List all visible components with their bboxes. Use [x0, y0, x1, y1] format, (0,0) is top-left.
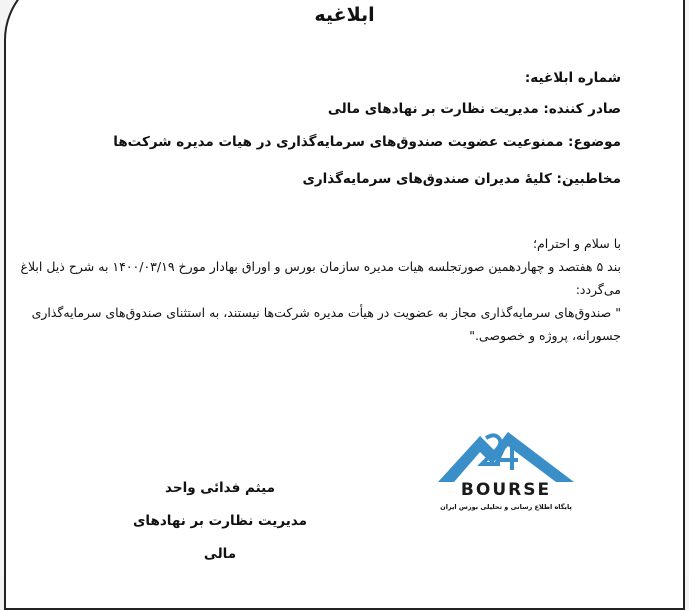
notice-number-label: شماره ابلاغیه: — [524, 70, 621, 86]
body-line-4: جسورانه، پروژه و خصوصی." — [469, 328, 621, 343]
subject-line: موضوع: ممنوعیت عضویت صندوق‌های سرمایه‌گذاری در هیات مدیره شرکت‌ها — [113, 134, 621, 150]
body-line-2: می‌گردد: — [575, 282, 621, 297]
signatory-name: میثم فدائی واحد — [165, 480, 275, 496]
notice-body — [21, 232, 621, 347]
signature-block — [120, 472, 320, 571]
audience-line: مخاطبین: کلیۀ مدیران صندوق‌های سرمایه‌گذاری — [302, 171, 621, 187]
logo-caption: پایگاه اطلاع رسانی و تحلیلی بورس ایران — [440, 503, 572, 511]
body-line-3: " صندوق‌های سرمایه‌گذاری مجاز به عضویت در هیأت مدیره شرکت‌ها نیستند، به استثنای صندوق‌های سرمایه‌گذاری — [31, 305, 621, 320]
logo-wordmark: BOURSE — [460, 480, 552, 500]
document-title: ابلاغیه — [314, 4, 375, 26]
greeting-line: با سلام و احترام؛ — [533, 236, 621, 251]
issuer-line: صادر کننده: مدیریت نظارت بر نهادهای مالی — [327, 101, 621, 117]
signatory-position: مدیریت نظارت بر نهادهای مالی — [133, 513, 307, 562]
body-line-1: بند ۵ هفتصد و چهاردهمین صورتجلسه هیات مدیره سازمان بورس و اوراق بهادار مورخ ۱۴۰۰/۰۳/۱۹ به شرح ذیل ابلاغ — [20, 259, 621, 274]
